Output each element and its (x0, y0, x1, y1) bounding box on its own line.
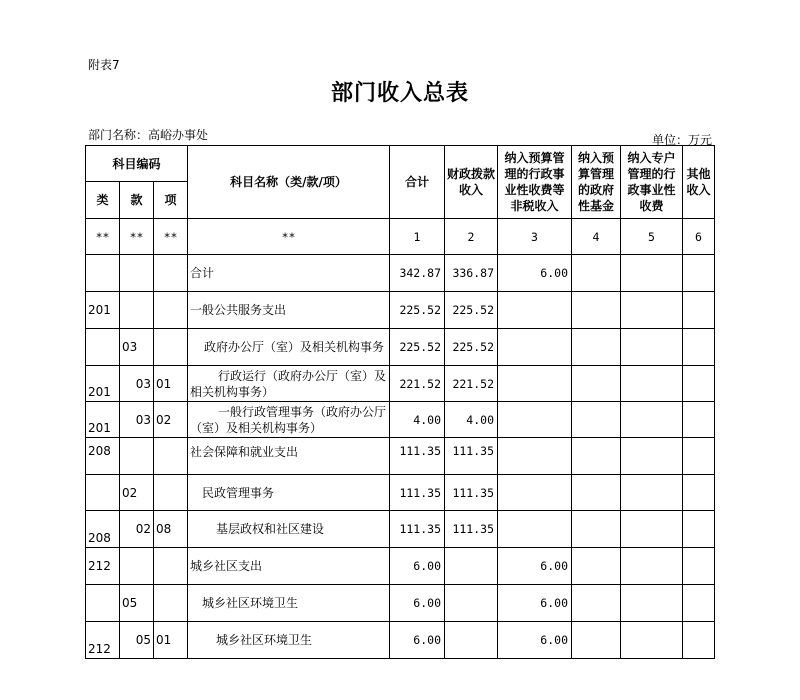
department-label: 部门名称：高峪办事处 (88, 128, 209, 142)
subject-name: 社会保障和就业支出 (188, 438, 390, 475)
budget-admin-cell (498, 366, 572, 402)
code-xiang: 01 (154, 366, 188, 402)
budget-fund-cell (572, 585, 621, 622)
special-admin-cell (621, 438, 683, 475)
code-kuan (120, 548, 154, 585)
other-cell (683, 329, 715, 366)
special-admin-cell (621, 366, 683, 402)
code-kuan (120, 292, 154, 329)
table-row (86, 255, 715, 292)
income-table (85, 145, 715, 659)
budget-admin-cell (498, 402, 572, 438)
budget-fund-cell (572, 292, 621, 329)
code-lei: 208 (86, 511, 120, 548)
header-kuan: 款 (120, 182, 154, 219)
budget-admin-cell (498, 292, 572, 329)
table-row (86, 511, 715, 548)
other-cell (683, 585, 715, 622)
total-cell: 111.35 (390, 438, 445, 475)
budget-fund-cell (572, 329, 621, 366)
special-admin-cell (621, 622, 683, 659)
table-row (86, 622, 715, 659)
header-subject-code: 科目编码 (86, 146, 188, 182)
subject-name: 政府办公厅（室）及相关机构事务 (188, 329, 390, 366)
total-cell: 111.35 (390, 475, 445, 511)
subject-name: 合计 (188, 255, 390, 292)
unit-label: 单位：万元 (651, 133, 712, 147)
other-cell (683, 511, 715, 548)
budget-fund-cell (572, 366, 621, 402)
special-admin-cell (621, 511, 683, 548)
header-fiscal: 财政拨款收入 (445, 146, 498, 219)
budget-admin-cell (498, 511, 572, 548)
budget-admin-cell: 6.00 (498, 622, 572, 659)
budget-admin-cell: 6.00 (498, 548, 572, 585)
code-xiang (154, 548, 188, 585)
other-cell (683, 438, 715, 475)
subject-name: 一般行政管理事务（政府办公厅（室）及相关机构事务） (188, 402, 390, 438)
budget-fund-cell (572, 475, 621, 511)
code-kuan (120, 438, 154, 475)
index-cell: 3 (498, 219, 572, 255)
fiscal-cell (445, 622, 498, 659)
code-lei: 201 (86, 402, 120, 438)
code-xiang (154, 329, 188, 366)
code-lei (86, 585, 120, 622)
index-cell: 4 (572, 219, 621, 255)
header-other: 其他收入 (683, 146, 715, 219)
budget-admin-cell (498, 475, 572, 511)
budget-fund-cell (572, 438, 621, 475)
fiscal-cell: 111.35 (445, 475, 498, 511)
other-cell (683, 292, 715, 329)
table-row (86, 329, 715, 366)
code-kuan: 05 (120, 585, 154, 622)
fiscal-cell: 111.35 (445, 438, 498, 475)
fiscal-cell: 225.52 (445, 329, 498, 366)
code-lei: 201 (86, 366, 120, 402)
special-admin-cell (621, 475, 683, 511)
fiscal-cell: 225.52 (445, 292, 498, 329)
total-cell: 221.52 (390, 366, 445, 402)
code-lei (86, 255, 120, 292)
other-cell (683, 622, 715, 659)
fiscal-cell: 221.52 (445, 366, 498, 402)
header-special-admin: 纳入专户管理的行政事业性收费 (621, 146, 683, 219)
page-title: 部门收入总表 (330, 81, 469, 106)
header-xiang: 项 (154, 182, 188, 219)
code-lei: 201 (86, 292, 120, 329)
other-cell (683, 548, 715, 585)
subject-name: 城乡社区支出 (188, 548, 390, 585)
index-cell: 5 (621, 219, 683, 255)
code-kuan: 03 (120, 366, 154, 402)
table-row (86, 366, 715, 402)
total-cell: 225.52 (390, 292, 445, 329)
code-xiang (154, 585, 188, 622)
subject-name: 城乡社区环境卫生 (188, 585, 390, 622)
budget-fund-cell (572, 511, 621, 548)
index-cell: ** (120, 219, 154, 255)
subject-name: 基层政权和社区建设 (188, 511, 390, 548)
fiscal-cell: 111.35 (445, 511, 498, 548)
special-admin-cell (621, 402, 683, 438)
code-lei: 208 (86, 438, 120, 475)
header-budget-fund: 纳入预算管理的政府性基金 (572, 146, 621, 219)
table-row (86, 402, 715, 438)
index-cell: 1 (390, 219, 445, 255)
code-lei (86, 329, 120, 366)
special-admin-cell (621, 292, 683, 329)
other-cell (683, 475, 715, 511)
header-total: 合计 (390, 146, 445, 219)
code-xiang (154, 475, 188, 511)
code-kuan: 05 (120, 622, 154, 659)
fiscal-cell: 336.87 (445, 255, 498, 292)
code-lei (86, 475, 120, 511)
table-row (86, 292, 715, 329)
other-cell (683, 255, 715, 292)
code-lei: 212 (86, 622, 120, 659)
table-row (86, 585, 715, 622)
budget-fund-cell (572, 402, 621, 438)
code-xiang: 02 (154, 402, 188, 438)
total-cell: 6.00 (390, 622, 445, 659)
index-row (86, 219, 715, 255)
code-kuan: 02 (120, 475, 154, 511)
budget-fund-cell (572, 622, 621, 659)
code-xiang: 08 (154, 511, 188, 548)
subject-name: 城乡社区环境卫生 (188, 622, 390, 659)
budget-admin-cell (498, 438, 572, 475)
subject-name: 民政管理事务 (188, 475, 390, 511)
total-cell: 342.87 (390, 255, 445, 292)
header-subject-name: 科目名称（类/款/项） (188, 146, 390, 219)
other-cell (683, 402, 715, 438)
fiscal-cell (445, 585, 498, 622)
header-row-1 (86, 146, 715, 182)
code-xiang (154, 255, 188, 292)
budget-fund-cell (572, 255, 621, 292)
code-kuan (120, 255, 154, 292)
code-xiang: 01 (154, 622, 188, 659)
budget-admin-cell: 6.00 (498, 255, 572, 292)
code-kuan: 03 (120, 329, 154, 366)
total-cell: 4.00 (390, 402, 445, 438)
code-kuan: 03 (120, 402, 154, 438)
code-kuan: 02 (120, 511, 154, 548)
index-cell: 6 (683, 219, 715, 255)
total-cell: 225.52 (390, 329, 445, 366)
attachment-label: 附表7 (88, 58, 120, 72)
table-row (86, 438, 715, 475)
index-cell: ** (188, 219, 390, 255)
budget-admin-cell: 6.00 (498, 585, 572, 622)
subject-name: 行政运行（政府办公厅（室）及相关机构事务） (188, 366, 390, 402)
budget-fund-cell (572, 548, 621, 585)
special-admin-cell (621, 585, 683, 622)
table-row (86, 548, 715, 585)
index-cell: ** (86, 219, 120, 255)
header-budget-admin: 纳入预算管理的行政事业性收费等非税收入 (498, 146, 572, 219)
subject-name: 一般公共服务支出 (188, 292, 390, 329)
code-xiang (154, 292, 188, 329)
index-cell: ** (154, 219, 188, 255)
fiscal-cell: 4.00 (445, 402, 498, 438)
total-cell: 6.00 (390, 585, 445, 622)
table-row (86, 475, 715, 511)
special-admin-cell (621, 255, 683, 292)
other-cell (683, 366, 715, 402)
total-cell: 111.35 (390, 511, 445, 548)
special-admin-cell (621, 548, 683, 585)
code-lei: 212 (86, 548, 120, 585)
fiscal-cell (445, 548, 498, 585)
header-lei: 类 (86, 182, 120, 219)
index-cell: 2 (445, 219, 498, 255)
special-admin-cell (621, 329, 683, 366)
budget-admin-cell (498, 329, 572, 366)
total-cell: 6.00 (390, 548, 445, 585)
code-xiang (154, 438, 188, 475)
